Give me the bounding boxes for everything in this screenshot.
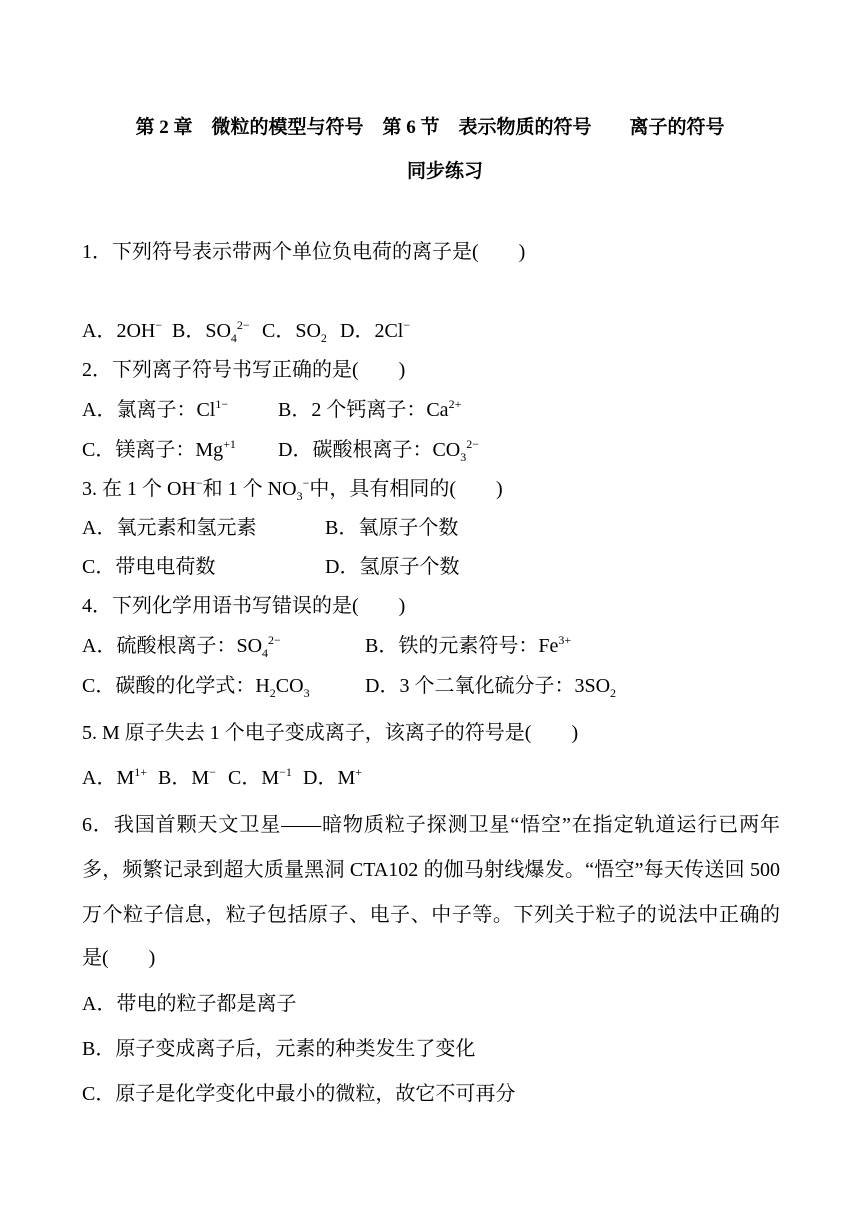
- option-text: 2 个钙离子：: [311, 399, 427, 421]
- formula-superscript: 2−: [236, 318, 250, 332]
- question-6-stem-line-3: 万个粒子信息，粒子包括原子、电子、中子等。下列关于粒子的说法中正确的: [82, 904, 780, 926]
- question-1-stem: 1．下列符号表示带两个单位负电荷的离子是( ): [82, 241, 526, 263]
- question-6-option-c: [82, 1080, 515, 1108]
- question-5-option-a: [82, 764, 147, 792]
- option-text: 氯离子：: [116, 399, 197, 421]
- formula-base: M: [191, 767, 210, 789]
- option-text: 带电的粒子都是离子: [116, 993, 297, 1015]
- formula-base: H: [255, 675, 270, 697]
- option-label: A．: [82, 635, 117, 657]
- formula-base: OH: [167, 478, 196, 500]
- question-5-option-b: [158, 764, 216, 792]
- formula-superscript: +: [355, 765, 363, 779]
- formula-superscript: +1: [223, 437, 236, 451]
- option-label: A．: [82, 767, 117, 789]
- question-1-option-d: [340, 317, 410, 345]
- formula-base: Ca: [426, 399, 449, 421]
- option-label: B．: [278, 399, 312, 421]
- option-label: A．: [82, 320, 117, 342]
- option-text: 硫酸根离子：: [116, 635, 237, 657]
- stem-text: 3. 在 1 个: [82, 478, 167, 500]
- question-4-options-row-1: [0, 632, 860, 660]
- option-label: D．: [303, 767, 338, 789]
- option-text: 碳酸的化学式：: [115, 675, 256, 697]
- formula-base: CO: [432, 439, 461, 461]
- option-label: C．: [82, 439, 116, 461]
- option-label: D．: [340, 320, 375, 342]
- question-6-stem-line-1: 6．我国首颗天文卫星——暗物质粒子探测卫星“悟空”在指定轨道运行已两年: [82, 814, 780, 836]
- question-3-option-a: [82, 514, 256, 542]
- formula-subscript: 3: [303, 686, 310, 700]
- question-5-option-c: [228, 764, 292, 792]
- option-label: B．: [158, 767, 192, 789]
- formula-base: 2Cl: [374, 320, 404, 342]
- option-text: 3 个二氧化硫分子：: [399, 675, 575, 697]
- option-text: 镁离子：: [115, 439, 196, 461]
- document-title: 第 2 章 微粒的模型与符号 第 6 节 表示物质的符号 离子的符号: [135, 117, 725, 138]
- question-3-option-d: [325, 553, 459, 581]
- formula-superscript: −: [403, 318, 411, 332]
- question-4-stem: 4．下列化学用语书写错误的是( ): [82, 595, 406, 617]
- option-text: 氧元素和氢元素: [116, 517, 257, 539]
- formula-base: Cl: [196, 399, 216, 421]
- formula-base: NO: [267, 478, 297, 500]
- option-text: 原子变成离子后，元素的种类发生了变化: [115, 1038, 476, 1060]
- option-label: C．: [228, 767, 262, 789]
- question-3-option-b: [325, 514, 458, 542]
- option-label: A．: [82, 993, 117, 1015]
- formula-superscript: −1: [279, 765, 292, 779]
- formula-superscript: 2−: [268, 633, 281, 647]
- question-5-options: [0, 764, 860, 792]
- option-label: C．: [82, 556, 116, 578]
- question-4-options-row-2: [0, 672, 860, 700]
- question-4-option-b: [365, 632, 571, 660]
- option-label: A．: [82, 399, 117, 421]
- question-3-options-row-2: [0, 553, 860, 581]
- question-5-option-d: [303, 764, 362, 792]
- question-4-option-c: [82, 672, 310, 700]
- question-6-stem-line-2: 多，频繁记录到超大质量黑洞 CTA102 的伽马射线爆发。“悟空”每天传送回 500: [82, 859, 780, 881]
- option-text: 氢原子个数: [359, 556, 460, 578]
- question-2-option-b: [278, 396, 461, 424]
- question-2-option-d: [278, 436, 479, 464]
- option-label: B．: [365, 635, 399, 657]
- option-text: 带电电荷数: [115, 556, 216, 578]
- formula-subscript: 4: [262, 646, 269, 660]
- formula-base: M: [337, 767, 356, 789]
- option-label: A．: [82, 517, 117, 539]
- formula-superscript: −: [195, 476, 203, 490]
- question-3-stem: [82, 475, 503, 503]
- option-label: B．: [82, 1038, 116, 1060]
- formula-base: SO: [205, 320, 231, 342]
- formula-superscript: −: [209, 765, 216, 779]
- formula-base: SO: [236, 635, 263, 657]
- formula-subscript: 3: [296, 489, 303, 503]
- document-subtitle: 同步练习: [406, 161, 483, 182]
- question-6-stem-line-4: 是( ): [82, 947, 156, 969]
- question-4-option-d: [365, 672, 616, 700]
- option-label: B．: [325, 517, 359, 539]
- stem-text: 和 1 个: [202, 478, 268, 500]
- formula-superscript: 1−: [215, 397, 229, 411]
- option-label: D．: [365, 675, 400, 697]
- question-2-options-row-2: [0, 436, 860, 464]
- question-1-options: [0, 317, 860, 345]
- question-5-stem: 5. M 原子失去 1 个电子变成离子，该离子的符号是( ): [82, 722, 579, 744]
- option-label: D．: [325, 556, 360, 578]
- option-text: 铁的元素符号：: [398, 635, 539, 657]
- formula-superscript: 3+: [558, 633, 572, 647]
- question-3-options-row-1: [0, 514, 860, 542]
- option-text: 碳酸根离子：: [312, 439, 433, 461]
- option-label: C．: [82, 1083, 116, 1105]
- formula-subscript: 4: [230, 331, 237, 345]
- question-2-option-a: [82, 396, 228, 424]
- option-label: C．: [82, 675, 116, 697]
- formula-base: 3SO: [574, 675, 611, 697]
- formula-superscript: 2−: [466, 437, 480, 451]
- formula-subscript: 2: [610, 686, 617, 700]
- option-text: 氧原子个数: [358, 517, 459, 539]
- question-1-option-a: [82, 317, 162, 345]
- question-1-option-c: [262, 317, 327, 345]
- formula-base: Fe: [538, 635, 559, 657]
- question-2-options-row-1: [0, 396, 860, 424]
- option-text: 原子是化学变化中最小的微粒，故它不可再分: [115, 1083, 516, 1105]
- question-3-option-c: [82, 553, 215, 581]
- formula-base: M: [261, 767, 280, 789]
- question-2-stem: 2．下列离子符号书写正确的是( ): [82, 359, 406, 381]
- option-label: B．: [172, 320, 206, 342]
- formula-base: CO: [275, 675, 304, 697]
- formula-superscript: 1+: [134, 765, 148, 779]
- stem-text: 中，具有相同的( ): [309, 478, 503, 500]
- question-4-option-a: [82, 632, 281, 660]
- question-6-option-a: [82, 990, 296, 1018]
- formula-superscript: 2+: [448, 397, 462, 411]
- option-label: C．: [262, 320, 296, 342]
- formula-base: Mg: [195, 439, 224, 461]
- question-1-option-b: [172, 317, 250, 345]
- option-label: D．: [278, 439, 313, 461]
- formula-base: 2OH: [116, 320, 156, 342]
- formula-base: M: [116, 767, 135, 789]
- formula-subscript: 2: [320, 331, 327, 345]
- formula-superscript: −: [155, 318, 163, 332]
- question-2-option-c: [82, 436, 236, 464]
- formula-subscript: 3: [460, 450, 467, 464]
- formula-base: SO: [295, 320, 321, 342]
- formula-subscript: 2: [269, 686, 276, 700]
- question-6-option-b: [82, 1035, 475, 1063]
- formula-superscript: −: [302, 476, 310, 490]
